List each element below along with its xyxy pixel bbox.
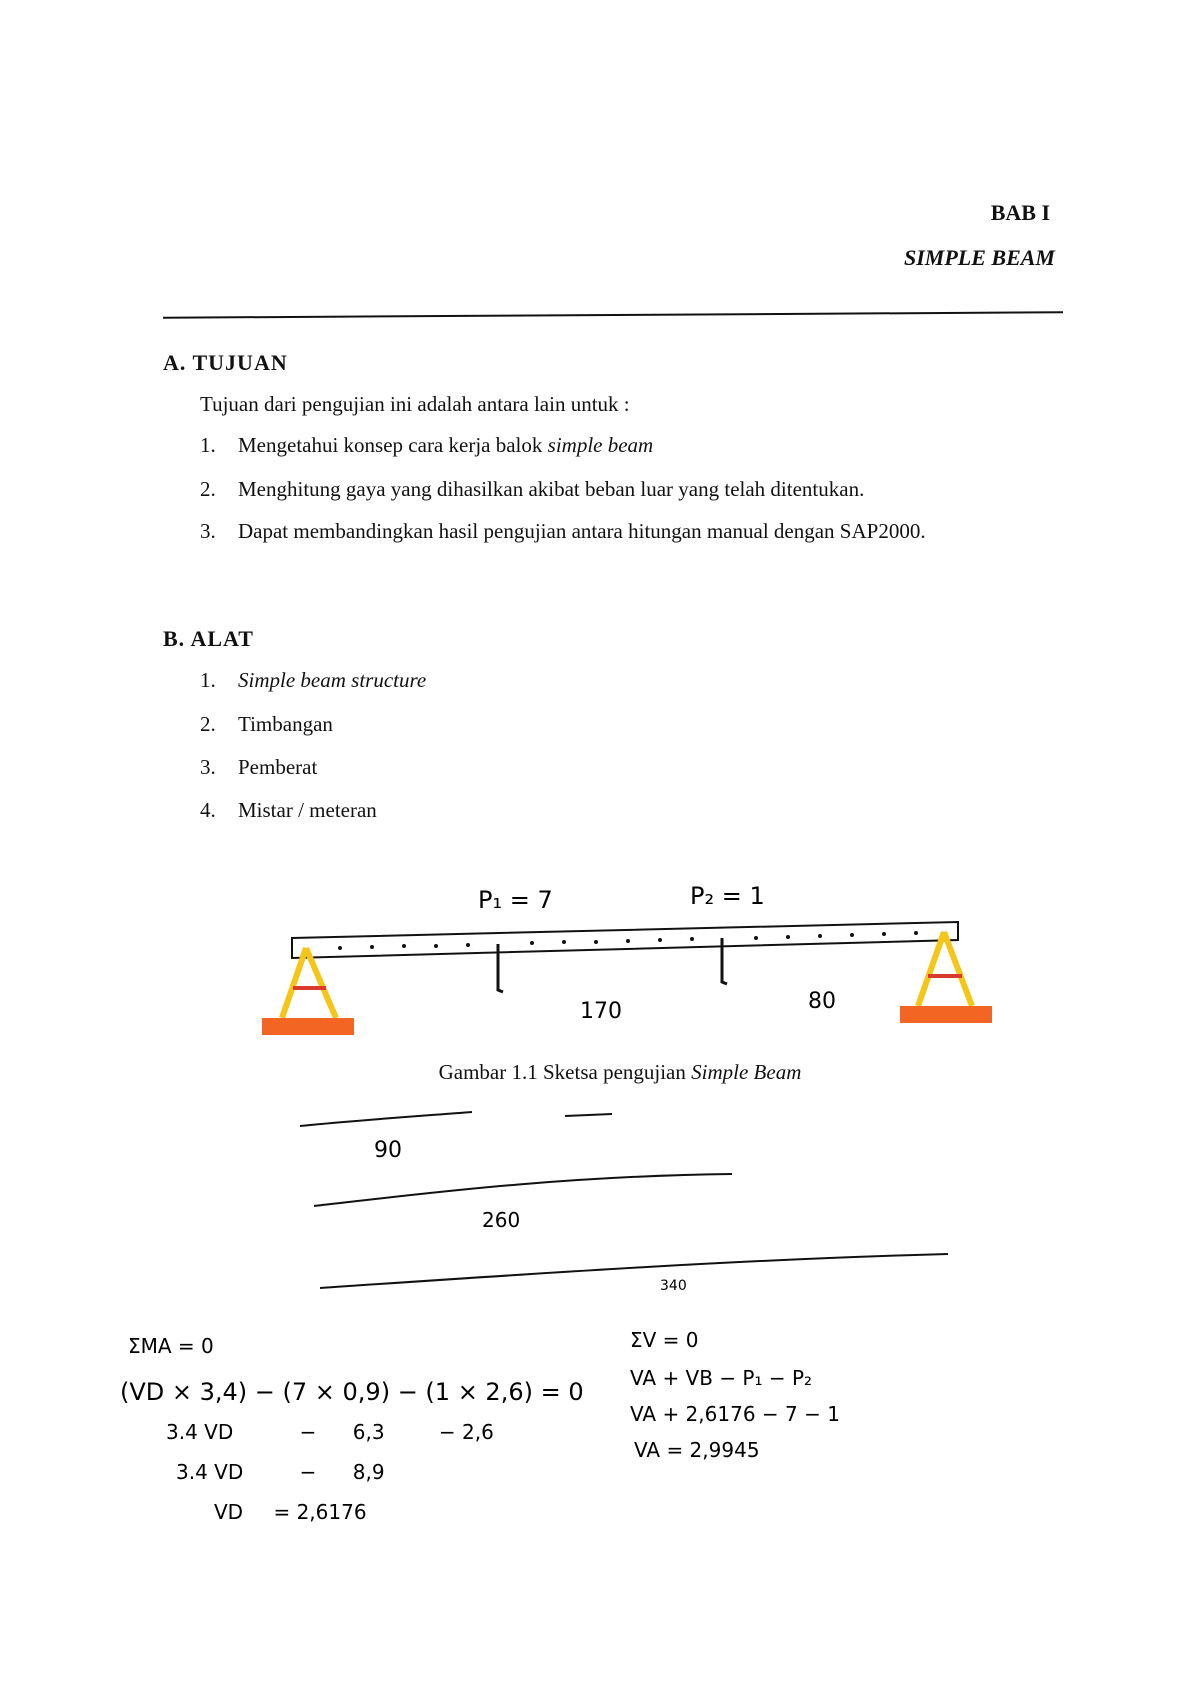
calc-result-va: VA = 2,9945 (634, 1438, 760, 1462)
dimension-label-170: 170 (580, 999, 622, 1024)
calc-vertical-substitution: VA + 2,6176 − 7 − 1 (630, 1402, 840, 1426)
list-number: 1. (200, 433, 216, 457)
calc-step-1: 3.4 VD − 6,3 − 2,6 (166, 1420, 494, 1444)
list-text: Pemberat (238, 755, 318, 779)
list-number: 2. (200, 477, 216, 501)
list-text: Mengetahui konsep cara kerja balok simple beam (238, 433, 654, 457)
list-number: 3. (200, 755, 216, 779)
dimension-label-80: 80 (808, 989, 836, 1014)
section-b-heading: B. ALAT (163, 626, 254, 651)
calc-moment-equation: ΣMA = 0 (128, 1334, 214, 1358)
list-text: Mistar / meteran (238, 798, 377, 822)
list-item (200, 477, 864, 502)
beam (292, 922, 958, 958)
load-label-p1: P₁ = 7 (478, 886, 553, 914)
section-a-intro: Tujuan dari pengujian ini adalah antara lain untuk : (200, 392, 630, 416)
list-text: Timbangan (238, 712, 333, 736)
right-support (900, 932, 992, 1023)
list-item (200, 433, 653, 458)
beam-sketch (0, 870, 1200, 1050)
list-text: Dapat membandingkan hasil pengujian antara hitungan manual dengan SAP2000. (238, 519, 926, 543)
load-label-p2: P₂ = 1 (690, 882, 765, 910)
calc-step-2: 3.4 VD − 8,9 (176, 1460, 385, 1484)
list-number: 1. (200, 668, 216, 692)
list-item (200, 755, 317, 780)
list-number: 2. (200, 712, 216, 736)
dimension-value-90: 90 (374, 1138, 402, 1163)
dimension-value-260: 260 (482, 1208, 521, 1232)
list-text: Simple beam structure (238, 668, 427, 692)
figure-caption: Gambar 1.1 Sketsa pengujian Simple Beam (438, 1060, 802, 1084)
dimension-lines (0, 1090, 1200, 1310)
calc-result-vd: VD = 2,6176 (214, 1500, 367, 1524)
list-text: Menghitung gaya yang dihasilkan akibat beban luar yang telah ditentukan. (238, 477, 865, 501)
calc-vertical-expansion: VA + VB − P₁ − P₂ (630, 1366, 813, 1390)
list-number: 3. (200, 519, 216, 543)
chapter-title: SIMPLE BEAM (904, 245, 1055, 270)
list-item (200, 519, 926, 544)
left-support (262, 948, 354, 1035)
dimension-line-340 (320, 1254, 948, 1288)
calc-vertical-equation: ΣV = 0 (630, 1328, 699, 1352)
calc-moment-expansion: (VD × 3,4) − (7 × 0,9) − (1 × 2,6) = 0 (120, 1378, 584, 1406)
list-number: 4. (200, 798, 216, 822)
list-item (200, 668, 426, 693)
chapter-number: BAB I (990, 200, 1050, 225)
section-a-heading: A. TUJUAN (163, 350, 288, 375)
dimension-value-340: 340 (660, 1278, 687, 1294)
list-item (200, 798, 377, 823)
dimension-line-260 (314, 1174, 732, 1206)
dimension-line-90 (300, 1112, 472, 1126)
list-item (200, 712, 333, 737)
dimension-mark (565, 1114, 612, 1116)
header-rule (163, 311, 1063, 318)
